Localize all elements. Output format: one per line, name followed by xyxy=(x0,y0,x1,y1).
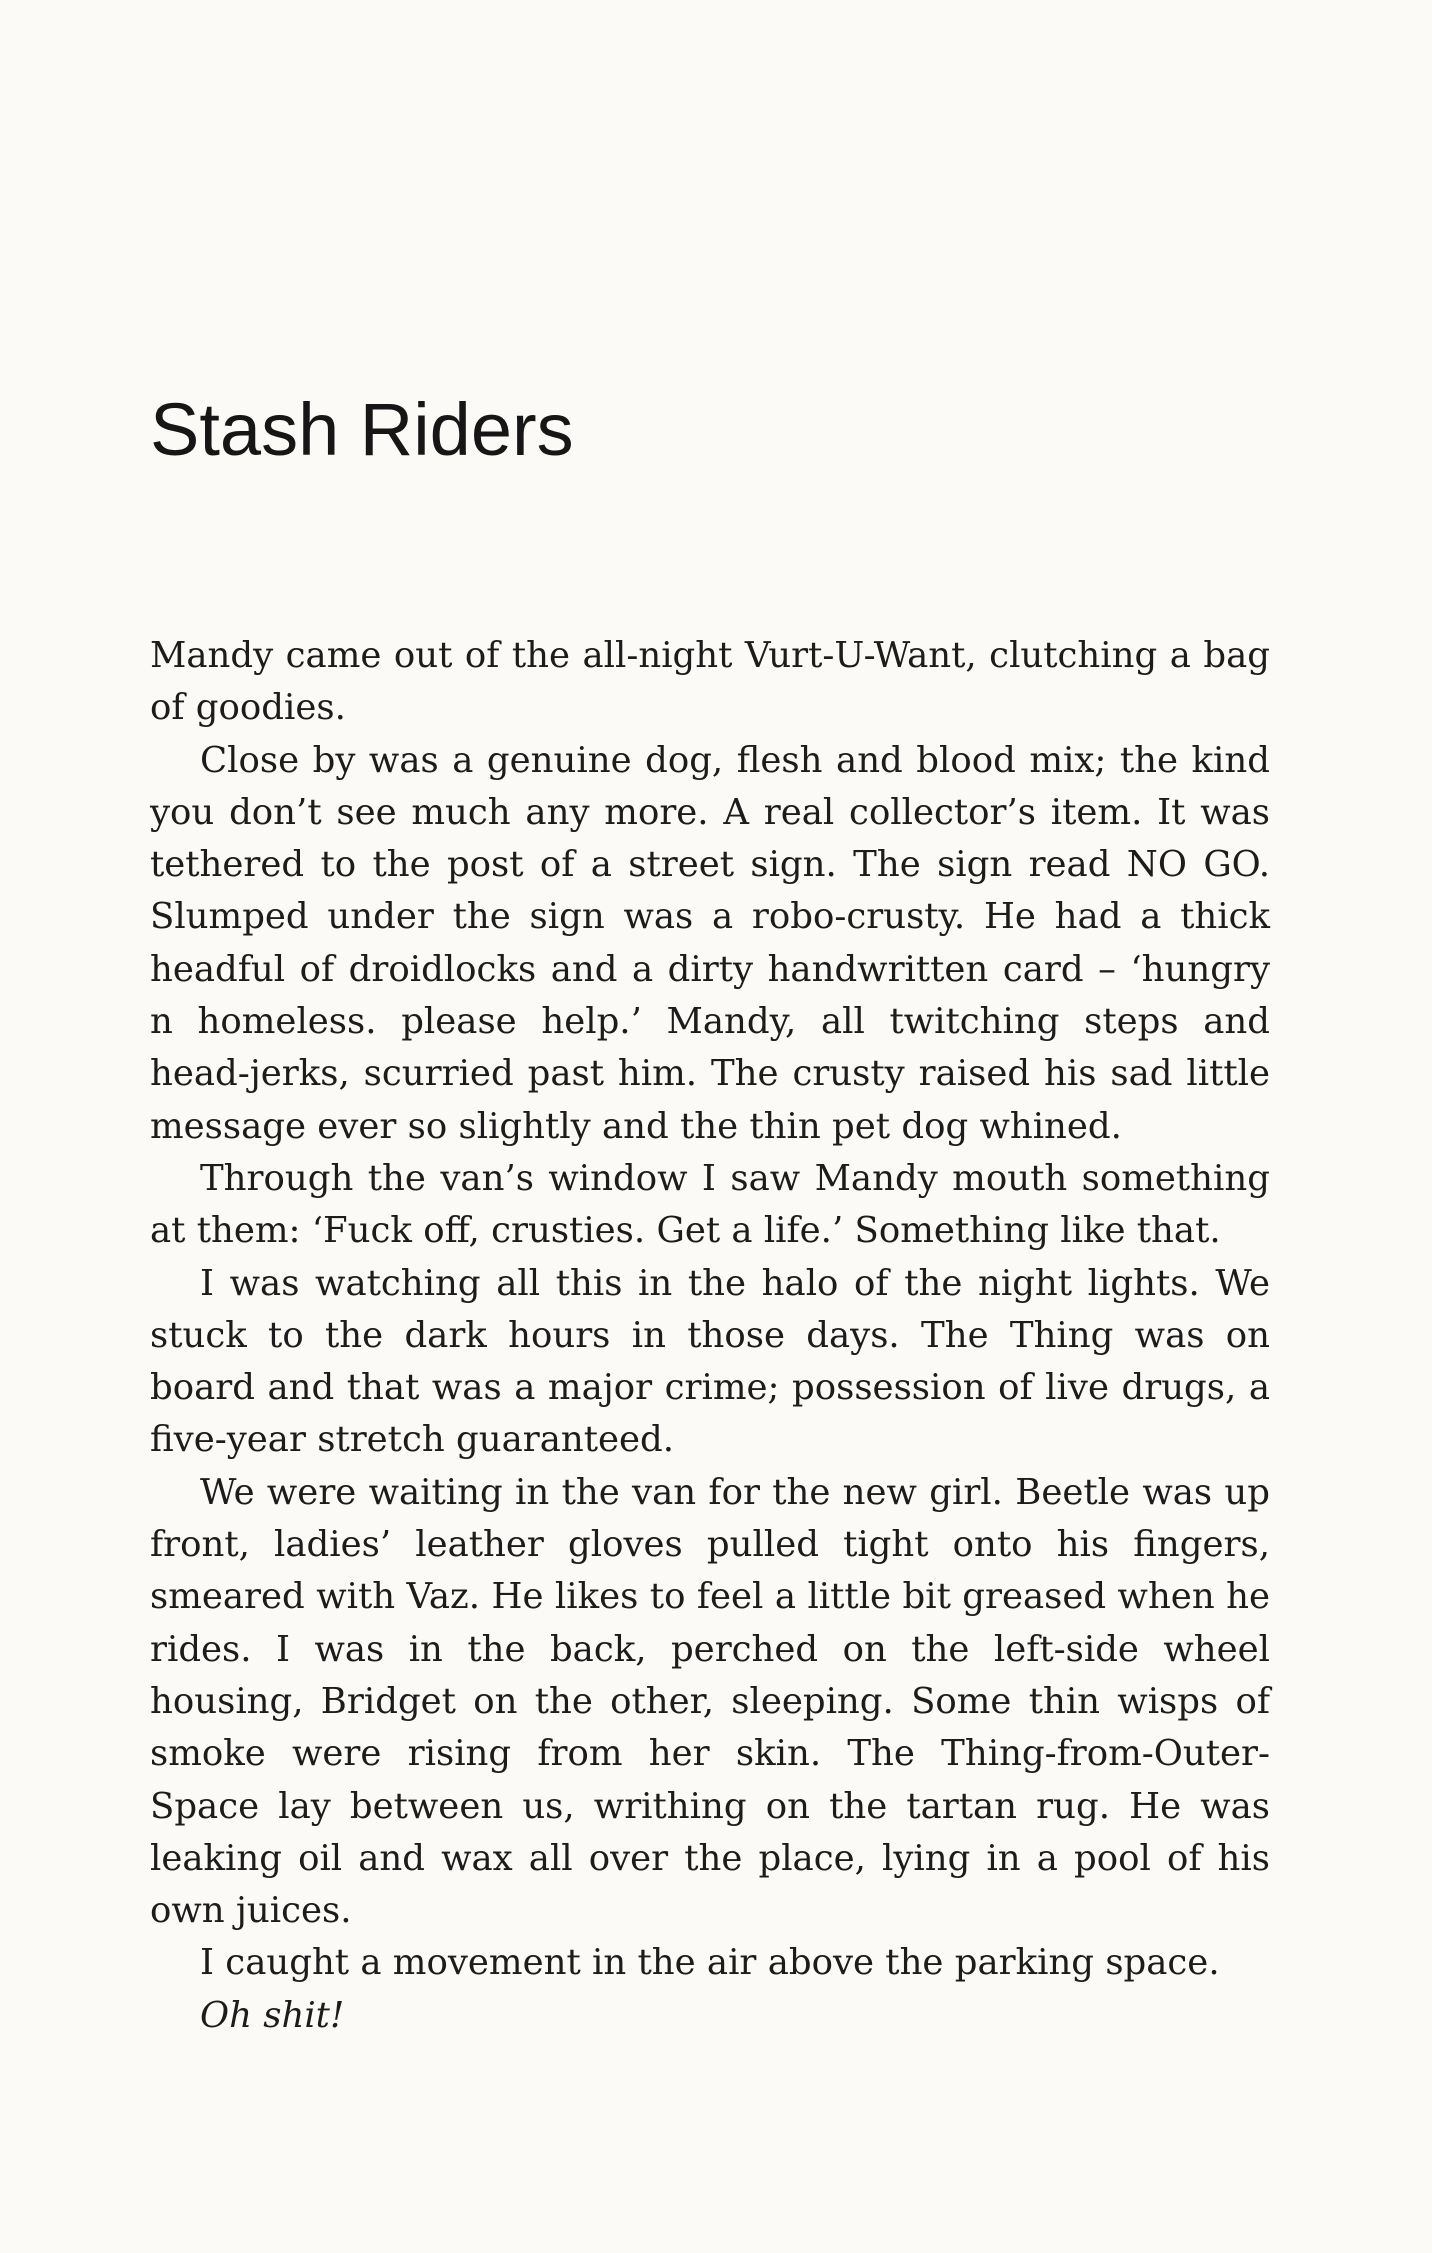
paragraph-5: We were waiting in the van for the new girl. Beetle was up front, ladies’ leather gloves pulled tight onto his fingers, smeared with Vaz. He likes to feel a little bit greased when he rides. I was in the back, perched on the left-side wheel housing, Bridget on the other, sleeping. Some thin wisps of smoke were rising from her skin. The Thing-from-Outer-Space lay between us, writhing on the tartan rug. He was leaking oil and wax all over the place, lying in a pool of his own juices. xyxy=(150,1471,1270,1932)
chapter-title: Stash Riders xyxy=(150,388,574,471)
paragraph-4: I was watching all this in the halo of the night lights. We stuck to the dark hours in those days. The Thing was on board and that was a major crime; possession of live drugs, a five-year stretch guaranteed. xyxy=(150,1262,1270,1461)
paragraph-2: Close by was a genuine dog, flesh and blood mix; the kind you don’t see much any more. A real collector’s item. It was tethered to the post of a street sign. The sign read NO GO. Slumped under the sign was a robo-crusty. He had a thick headful of droidlocks and a dirty handwritten card – ‘hungry n homeless. please help.’ Mandy, all twitching steps and head-jerks, scurried past him. The crusty raised his sad little message ever so slightly and the thin pet dog whined. xyxy=(150,739,1270,1147)
paragraph-1: Mandy came out of the all-night Vurt-U-Want, clutching a bag of goodies. xyxy=(150,635,1270,729)
paragraph-3: Through the van’s window I saw Mandy mouth something at them: ‘Fuck off, crusties. Get a life.’ Something like that. xyxy=(150,1157,1270,1252)
paragraph-7: Oh shit! xyxy=(200,1994,345,2036)
paragraph-6: I caught a movement in the air above the parking space. xyxy=(200,1942,1220,1984)
chapter-body xyxy=(150,630,1270,2042)
